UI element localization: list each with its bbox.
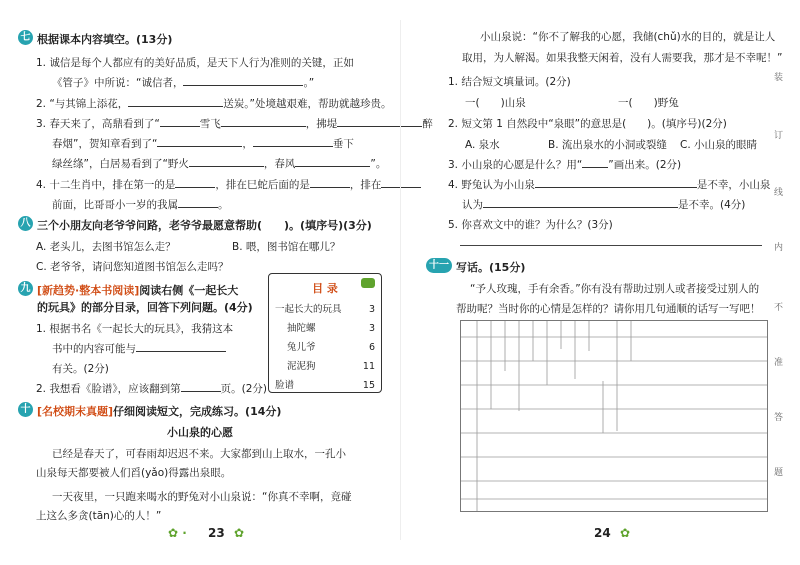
toc-item-name: 一起长大的玩具: [275, 304, 342, 315]
toc-item: [275, 357, 375, 376]
r-q4-line1: [448, 177, 770, 192]
answer-blank[interactable]: [178, 197, 218, 208]
s7-q3-text: 醉: [422, 118, 433, 130]
answer-blank[interactable]: [483, 197, 678, 208]
toc-title: 目 录: [312, 282, 338, 295]
s7-q3-text: ，: [242, 138, 253, 150]
answer-blank[interactable]: [310, 177, 350, 188]
s9-q1-line2: [52, 341, 226, 356]
s7-q4-text: ，排在: [349, 179, 382, 191]
s7-q4-text: ，排在巳蛇后面的是: [215, 179, 310, 191]
s7-q4-text: 。: [218, 199, 229, 211]
gutter-char: 准: [774, 358, 784, 368]
underline-sample: [582, 157, 608, 168]
story-title: 小山泉的心愿: [167, 426, 233, 439]
s7-q3-text: 3. 春天来了，高鼎看到了“: [36, 118, 160, 130]
section-9-tag: [新趋势·整本书阅读]: [37, 284, 140, 297]
r-q4-text: 认为: [462, 199, 483, 211]
answer-blank[interactable]: [295, 156, 370, 167]
s7-q2: [36, 96, 392, 111]
story-paragraph-2-line1: 一天夜里，一只跑来喝水的野兔对小山泉说：“你真不幸啊，竟碰: [52, 491, 352, 503]
toc-item-page: 3: [368, 323, 375, 334]
story-paragraph-1-line2: 山泉每天都要被人们舀(yǎo)得露出泉眼。: [36, 467, 232, 479]
footer-ornament-icon: ✿: [234, 526, 245, 540]
answer-blank[interactable]: [175, 177, 215, 188]
section-11-title: 写话。(15分): [456, 261, 526, 274]
s9-q1-line1: 1. 根据书名《一起长大的玩具》，我猜这本: [36, 323, 234, 335]
r-q2: 2. 短文第 1 自然段中“泉眼”的意思是( )。(填序号)(2分): [448, 118, 727, 130]
s9-q2-text: 2. 我想看《脸谱》，应该翻到第: [36, 383, 181, 395]
r-q3-text: 3. 小山泉的心愿是什么？用“: [448, 159, 583, 171]
r-q5: 5. 你喜欢文中的谁？为什么？(3分): [448, 219, 613, 231]
s7-q1-line2: [52, 75, 314, 90]
r-q4-text: 是不幸，小山泉: [696, 179, 771, 191]
r-q3: [448, 157, 681, 172]
s7-q1-text: 《管子》中所说：“诚信者，: [52, 77, 184, 89]
footer-ornament-icon: ✿: [620, 526, 631, 540]
answer-blank[interactable]: [181, 381, 221, 392]
page-divider: [400, 20, 401, 540]
answer-blank[interactable]: [337, 116, 422, 127]
r-q4-text: 4. 野兔认为小山泉: [448, 179, 535, 191]
gutter-char: 线: [774, 188, 784, 198]
page-number-left: 23: [208, 526, 225, 540]
writing-grid-lines: [461, 321, 767, 511]
answer-blank[interactable]: [128, 96, 223, 107]
s7-q3-text: ”。: [370, 158, 387, 170]
r-q4-text: 是不幸。(4分): [678, 199, 746, 211]
story-paragraph-3-line2: 取用，为人解渴。如果我整天闲着，没有人需要我，那才是不幸呢！”: [462, 52, 783, 64]
story-paragraph-1-line1: 已经是春天了，可春雨却迟迟不来。大家都到山上取水，一孔小: [52, 448, 346, 460]
toc-item: [275, 338, 375, 357]
s9-q1-text: 书中的内容可能与: [52, 343, 136, 355]
footer-ornament-icon: ✿ ·: [168, 526, 187, 540]
r-q3-text: ”画出来。(2分): [608, 159, 682, 171]
toc-item: [275, 376, 375, 395]
answer-blank[interactable]: [183, 75, 303, 86]
story-paragraph-2-line2: 上这么多贪(tān)心的人！”: [36, 510, 162, 522]
answer-blank[interactable]: [136, 341, 226, 352]
s7-q3-text: 雪飞: [199, 118, 221, 130]
answer-blank[interactable]: [189, 156, 264, 167]
s7-q4-line2: [52, 197, 229, 212]
gutter-char: 不: [774, 303, 784, 313]
r-q2-option-c: C. 小山泉的眼睛: [680, 139, 758, 151]
s7-q3-text: 垂下: [332, 138, 354, 150]
r-q5-answer-line[interactable]: [460, 245, 762, 246]
s8-option-c: C. 老爷爷，请问您知道图书馆怎么走吗？: [36, 261, 229, 273]
gutter-char: 答: [774, 413, 784, 423]
s7-q3-line2: [52, 136, 354, 151]
r-q1-b: 一( )野兔: [618, 97, 679, 109]
s7-q2-text: 2. “与其锦上添花，: [36, 98, 129, 110]
s7-q3-line3: [52, 156, 386, 171]
toc-item: [275, 300, 375, 319]
toc-decoration-icon: [361, 278, 375, 288]
section-7-badge: 七: [18, 30, 33, 45]
gutter-char: 装: [774, 73, 784, 83]
story-paragraph-3-line1: 小山泉说：“你不了解我的心愿，我储(chǔ)水的目的，就是让人: [480, 31, 776, 43]
s7-q3-text: ，春风: [263, 158, 296, 170]
s7-q4-text: 前面，比哥哥小一岁的我属: [52, 199, 178, 211]
toc-item-page: 11: [362, 361, 375, 372]
section-10-tag: [名校期末真题]: [37, 405, 114, 418]
s9-q2-text: 页。(2分): [220, 383, 267, 395]
s9-q2: [36, 381, 267, 396]
gutter-char: 订: [774, 131, 784, 141]
section-9-badge: 九: [18, 281, 33, 296]
section-7-title: 根据课本内容填空。(13分): [37, 33, 173, 46]
writing-prompt-line1: “予人玫瑰，手有余香。”你有没有帮助过别人或者接受过别人的: [470, 283, 760, 295]
s8-option-b: B. 喂，图书馆在哪儿？: [232, 241, 341, 253]
s9-q1-line3: 有关。(2分): [52, 363, 109, 375]
writing-area[interactable]: [460, 320, 768, 512]
page-number-right: 24: [594, 526, 611, 540]
s7-q2-text-end: 送炭。”处境越艰难，帮助就越珍贵。: [223, 98, 392, 110]
toc-item-page: 6: [368, 342, 375, 353]
r-q2-option-a: A. 泉水: [465, 139, 500, 151]
writing-prompt-line2: 帮助呢？当时你的心情是怎样的？请你用几句通顺的话写一写吧！: [456, 303, 761, 315]
s7-q4-text: 4. 十二生肖中，排在第一的是: [36, 179, 176, 191]
answer-blank[interactable]: [157, 136, 242, 147]
toc-item-page: 3: [368, 304, 375, 315]
answer-blank[interactable]: [221, 116, 306, 127]
s7-q3-text: 春烟”，贺知章看到了“: [52, 138, 158, 150]
gutter-char: 题: [774, 468, 784, 478]
s7-q3-text: ，拂堤: [305, 118, 338, 130]
section-9-title-text: 阅读右侧《一起长大: [139, 284, 239, 297]
section-10-title-text: 仔细阅读短文，完成练习。(14分): [113, 405, 282, 418]
r-q2-option-b: B. 流出泉水的小洞或裂缝: [548, 139, 667, 151]
r-q1-a: 一( )山泉: [465, 97, 526, 109]
section-8-title: 三个小朋友向老爷爷问路，老爷爷最愿意帮助( )。(填序号)(3分): [37, 219, 372, 232]
answer-blank[interactable]: [381, 177, 421, 188]
answer-blank[interactable]: [535, 177, 697, 188]
s7-q3-line1: [36, 116, 433, 131]
section-9-title-line1: [37, 282, 238, 298]
s7-q3-text: 绿丝绦”，白居易看到了“野火: [52, 158, 189, 170]
toc-item-name: 兔儿爷: [287, 342, 316, 353]
toc-item-name: 抽陀螺: [287, 323, 316, 334]
gutter-char: 内: [774, 243, 784, 253]
r-q4-line2: [462, 197, 745, 212]
toc-item-page: 15: [362, 380, 375, 391]
section-10-badge: 十: [18, 402, 33, 417]
r-q1: 1. 结合短文填量词。(2分): [448, 76, 571, 88]
toc-item: [275, 319, 375, 338]
toc-item-name: 泥泥狗: [287, 361, 316, 372]
answer-blank[interactable]: [160, 116, 200, 127]
toc-box: [268, 273, 382, 393]
s7-q1-end: 。”: [303, 77, 315, 89]
s7-q1-line1: 1. 诚信是每个人都应有的美好品质，是天下人行为准则的关键，正如: [36, 57, 354, 69]
toc-item-name: 脸谱: [275, 380, 295, 391]
section-10-title: [37, 403, 281, 419]
s8-option-a: A. 老头儿，去图书馆怎么走？: [36, 241, 176, 253]
section-8-badge: 八: [18, 216, 33, 231]
section-11-badge: 十一: [426, 258, 452, 273]
s7-q4-line1: [36, 177, 421, 192]
section-9-title-line2: 的玩具》的部分目录，回答下列问题。(4分): [37, 301, 253, 314]
answer-blank[interactable]: [253, 136, 333, 147]
